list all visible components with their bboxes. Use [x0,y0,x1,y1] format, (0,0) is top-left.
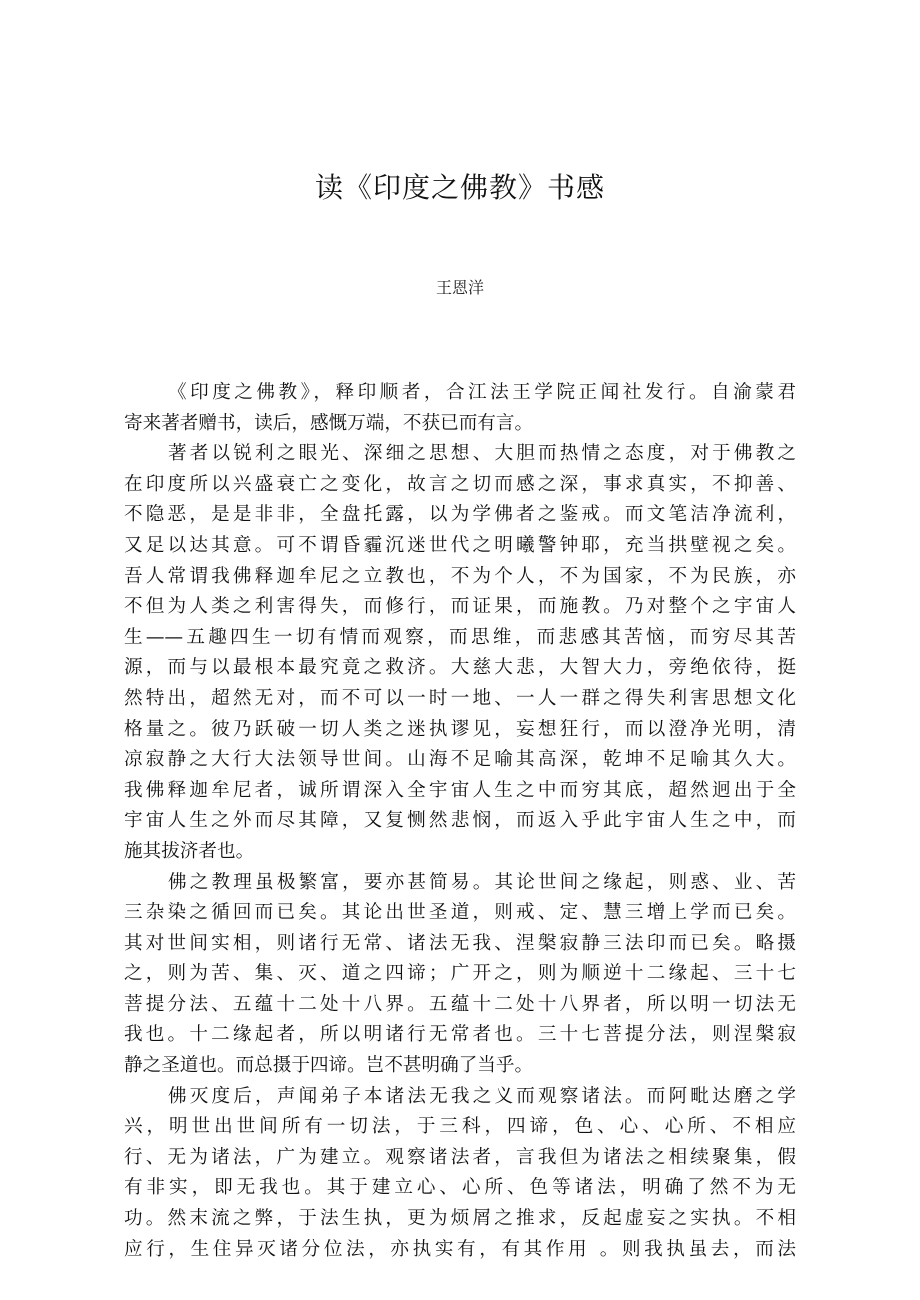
document-author: 王恩洋 [435,278,484,297]
text-line: 然特出，超然无对，而不可以一时一地、一人一群之得失利害思想文化 [124,687,796,709]
text-line: 格量之。彼乃跃破一切人类之迷执谬见，妄想狂行，而以澄净光明，清 [124,718,796,740]
text-line: 应行，生住异灭诸分位法，亦执实有，有其作用 。则我执虽去，而法 [124,1238,796,1260]
document-title: 读《印度之佛教》书感 [314,171,605,204]
text-line: 静之圣道也。而总摄于四谛。岂不甚明确了当乎。 [124,1055,534,1077]
text-line: 我也。十二缘起者，所以明诸行无常者也。三十七菩提分法，则涅槃寂 [124,1024,796,1046]
text-line: 菩提分法、五蕴十二处十八界。五蕴十二处十八界者，所以明一切法无 [124,993,796,1015]
text-line: 行、无为诸法，广为建立。观察诸法者，言我但为诸法之相续聚集，假 [124,1146,796,1168]
text-line: 施其拔济者也。 [124,840,255,862]
text-line: 宇宙人生之外而尽其障，又复恻然悲悯，而返入乎此宇宙人生之中，而 [124,810,796,832]
text-line: 佛灭度后，声闻弟子本诸法无我之义而观察诸法。而阿毗达磨之学 [168,1085,796,1107]
text-line: 在印度所以兴盛衰亡之变化，故言之切而感之深，事求真实，不抑善、 [124,473,796,495]
text-line: 其对世间实相，则诸行无常、诸法无我、涅槃寂静三法印而已矣。略摄 [124,932,796,954]
text-line: 不但为人类之利害得失，而修行，而证果，而施教。乃对整个之宇宙人 [124,596,796,618]
text-line: 吾人常谓我佛释迦牟尼之立教也，不为个人，不为国家，不为民族，亦 [124,565,796,587]
text-line: 又足以达其意。可不谓昏霾沉迷世代之明曦警钟耶，充当拱壁视之矣。 [124,534,796,556]
text-line: 源，而与以最根本最究竟之救济。大慈大悲，大智大力，旁绝依待，挺 [124,657,796,679]
text-line: 著者以锐利之眼光、深细之思想、大胆而热情之态度，对于佛教之 [168,443,796,465]
text-line: 不隐恶，是是非非，全盘托露，以为学佛者之鉴戒。而文笔洁净流利， [124,504,796,526]
text-line: 之，则为苦、集、灭、道之四谛；广开之，则为顺逆十二缘起、三十七 [124,963,796,985]
text-line: 《印度之佛教》，释印顺者，合江法王学院正闻社发行。自渝蒙君 [168,382,796,403]
text-line: 有非实，即无我也。其于建立心、心所、色等诸法，明确了然不为无 [124,1177,796,1199]
text-line: 佛之教理虽极繁富，要亦甚简易。其论世间之缘起，则惑、业、苦 [168,871,796,893]
text-line: 寄来著者赠书，读后，感慨万端，不获已而有言。 [124,412,534,434]
text-line: 功。然末流之弊，于法生执，更为烦屑之推求，反起虚妄之实执。不相 [124,1208,796,1230]
text-line: 兴，明世出世间所有一切法，于三科，四谛，色、心、心所、不相应 [124,1116,796,1138]
text-line: 我佛释迦牟尼者，诚所谓深入全宇宙人生之中而穷其底，超然迥出于全 [124,779,796,801]
text-line: 凉寂静之大行大法领导世间。山海不足喻其高深，乾坤不足喻其久大。 [124,749,796,771]
text-line: 生——五趣四生一切有情而观察，而思维，而悲感其苦恼，而穷尽其苦 [124,626,796,648]
text-line: 三杂染之循回而已矣。其论出世圣道，则戒、定、慧三增上学而已矣。 [124,902,796,924]
document-body [124,378,796,1265]
